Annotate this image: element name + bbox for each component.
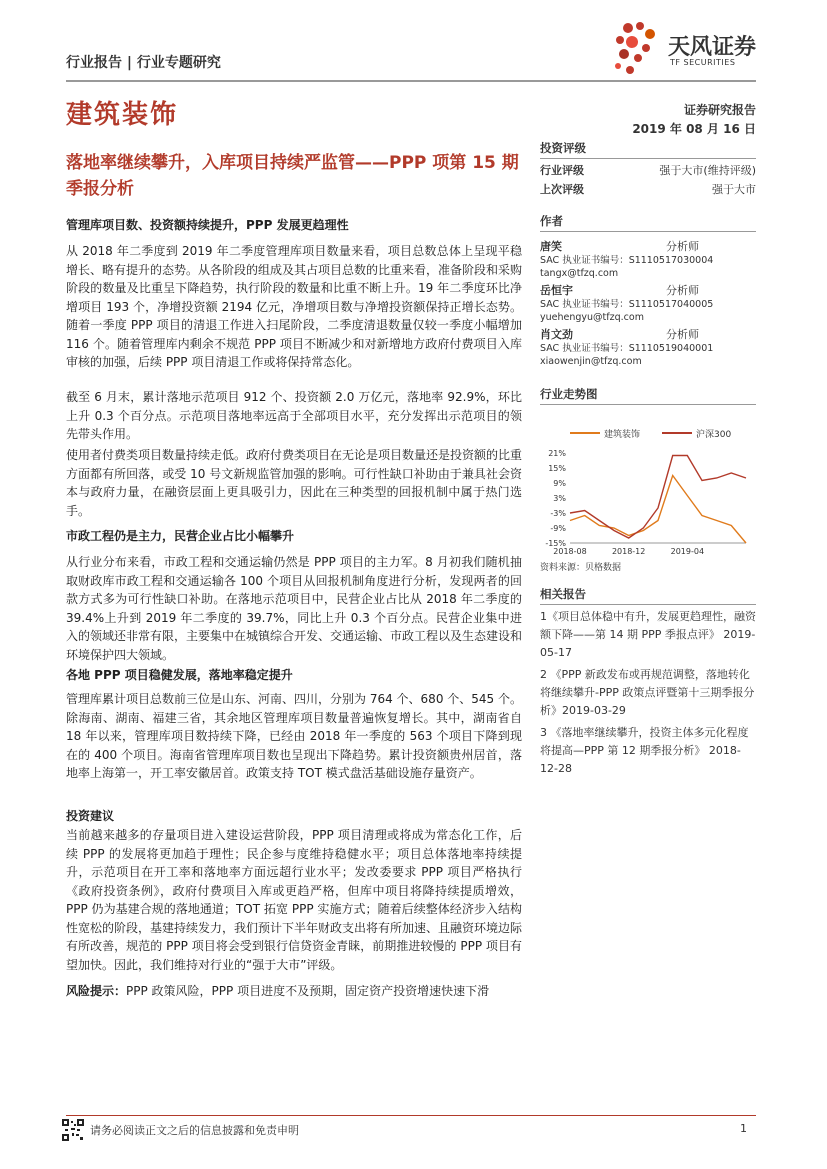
series-line	[570, 456, 746, 539]
footer-divider	[66, 1115, 756, 1116]
industry-rating-value: 强于大市(维持评级)	[659, 164, 756, 177]
section-heading: 市政工程仍是主力，民营企业占比小幅攀升	[66, 529, 295, 543]
risk-warning	[66, 982, 522, 1001]
x-tick-label: 2018-08	[553, 547, 587, 555]
paragraph: 使用者付费类项目数量持续走低。政府付费类项目在无论是项目数量还是投资额的比重方面都有所回落，或受 10 号文新规监管加强的影响。可行性缺口补助由于兼具社会资本与政府力量，在融资层面上更具吸引力，因此在三种类型的回报机制中属于热门选手。	[66, 448, 523, 518]
report-title: 落地率继续攀升，入库项目持续严监管——PPP 项第 15 期季报分析	[66, 153, 519, 199]
y-tick-label: -9%	[550, 524, 566, 533]
author-cert: SAC 执业证书编号：S1110517040005	[540, 299, 714, 310]
paragraph: 当前越来越多的存量项目进入建设运营阶段，PPP 项目清理或将成为常态化工作，后续 PPP 的发展将更加趋于理性；民企参与度维持稳健水平；项目总体落地率持续提升，示范项目在开工率和落地率方面远超行业水平；发改委要求 PPP 项目严格执行《政府投资条例》，政府付费项目入库或更趋严格，但库中项目将降持续提质增效，PPP 仍为基建合规的落地通道；TOT 拓宽 PPP 实施方式；随着后续整体经济步入结构性宽松的阶段，基建持续发力，我们预计下半年财政支出将有所加速、且融资环境边际有所改善，规范的 PPP 项目将会受到银行信贷资金青睐，前期推进较慢的 PPP 项目有望加快。因此，我们维持对行业的“强于大市”评级。	[66, 828, 523, 972]
author-email[interactable]: yuehengyu@tfzq.com	[540, 312, 644, 323]
paragraph: 管理库累计项目总数前三位是山东、河南、四川，分别为 764 个、680 个、545 个。除海南、湖南、福建三省，其余地区管理库项目数量普遍恢复增长。其中，湖南省自 18 年以来，管理库项目数持续下降，已经由 2018 年一季度的 563 个项目下降到现在的 400 个项目。海南省管理库项目数也呈现出下降趋势。累计投资额贵州居首，落地率上海第一，开工率安徽居首。政策支持 TOT 模式盘活基础设施存量资产。	[66, 692, 522, 780]
related-report-item[interactable]: 2 《PPP 新政发布或再规范调整，落地转化将继续攀升-PPP 政策点评暨第十三期季报分析》2019-03-29	[540, 668, 755, 717]
paragraph: 从行业分布来看，市政工程和交通运输仍然是 PPP 项目的主力军。8 月初我们随机抽取财政库市政工程和交通运输各 100 个项目从回报机制角度进行分析，发现两者的回款方式多为可行性缺口补助。在落地示范项目中，民营企业占比从 2018 年二季度的 39.4%上升到 2019 年二季度的 39.7%，同比上升 0.3 个百分点。民营企业集中进入的领域还非常有限，主要集中在城镇综合开发、交通运输、市政工程以及生态建设和环境保护四大领域。	[66, 555, 523, 662]
header-divider	[66, 80, 756, 82]
legend-label: 建筑装饰	[604, 430, 641, 440]
author-entry	[540, 238, 756, 280]
paragraph: 截至 6 月末，累计落地示范项目 912 个、投资额 2.0 万亿元，落地率 92.9%，环比上升 0.3 个百分点。示范项目落地率远高于全部项目水平，充分发挥出示范项目的领先带头作用。	[66, 390, 522, 441]
paragraph: 从 2018 年二季度到 2019 年二季度管理库项目数量来看，项目总数总体上呈现平稳增长、略有提升的态势。从各阶段的组成及其占项目总数的比重来看，准备阶段和采购阶段的数量及比重呈下降趋势，执行阶段的数量和比重不断上升。19 年二季度环比净增项目 193 个，净增投资额 2194 亿元，净增项目数与净增投资额保持正增长态势。随着一季度 PPP 项目的清退工作进入扫尾阶段，二季度清退数量仅较一季度小幅增加 116 个。随着管理库内剩余不规范 PPP 项目不断减少和对新增地方政府付费项目入库审核的加强，后续 PPP 项目清退工作或将保持常态化。	[66, 244, 523, 369]
author-email[interactable]: tangx@tfzq.com	[540, 268, 619, 279]
author-name: 唐笑	[540, 240, 562, 253]
risk-text: PPP 政策风险，PPP 项目进度不及预期，固定资产投资增速快速下滑	[126, 984, 490, 998]
y-tick-label: 3%	[553, 494, 566, 503]
section-heading: 管理库项目数、投资额持续提升，PPP 发展更趋理性	[66, 218, 349, 232]
rating-block	[540, 140, 756, 199]
related-report-item[interactable]: 1《项目总体稳中有升，发展更趋理性，融资额下降——第 14 期 PPP 季报点评》 2019-05-17	[540, 610, 756, 659]
related-block	[540, 586, 756, 778]
legend-label: 沪深300	[696, 430, 732, 440]
y-tick-label: 15%	[548, 464, 566, 473]
report-category: 行业报告 | 行业专题研究	[66, 55, 221, 71]
x-tick-label: 2019-04	[670, 547, 705, 555]
qr-code-icon	[62, 1119, 84, 1141]
x-tick-label: 2018-12	[611, 547, 646, 555]
industry-name: 建筑装饰	[66, 100, 179, 130]
author-cert: SAC 执业证书编号：S1110519040001	[540, 343, 714, 354]
rating-heading: 投资评级	[540, 140, 756, 159]
chart-source: 资料来源：贝格数据	[540, 563, 622, 573]
trend-block	[540, 386, 756, 573]
y-tick-label: -3%	[550, 509, 566, 518]
company-logo	[610, 20, 770, 76]
page-number: 1	[740, 1122, 747, 1135]
prev-rating-value: 强于大市	[712, 183, 756, 196]
y-tick-label: 21%	[548, 449, 566, 458]
trend-heading: 行业走势图	[540, 386, 756, 405]
author-role: 分析师	[666, 284, 699, 297]
related-heading: 相关报告	[540, 586, 756, 605]
author-cert: SAC 执业证书编号：S1110517030004	[540, 255, 714, 266]
logo-mark-icon	[610, 20, 666, 76]
logo-chinese-name: 天风证券	[668, 35, 757, 60]
risk-label: 风险提示：	[66, 984, 127, 998]
report-type: 证券研究报告	[683, 103, 756, 117]
y-tick-label: 9%	[553, 479, 566, 488]
author-email[interactable]: xiaowenjin@tfzq.com	[540, 356, 642, 367]
report-date: 2019 年 08 月 16 日	[632, 122, 756, 136]
section-heading: 各地 PPP 项目稳健发展，落地率稳定提升	[66, 668, 293, 682]
industry-rating-label: 行业评级	[540, 164, 584, 177]
author-role: 分析师	[666, 328, 699, 341]
logo-english-name: TF SECURITIES	[670, 58, 736, 67]
author-entry	[540, 326, 756, 368]
footer-notice: 请务必阅读正文之后的信息披露和免责申明	[90, 1124, 299, 1137]
author-entry	[540, 282, 756, 324]
author-name: 肖文劲	[540, 328, 573, 341]
trend-chart	[540, 405, 756, 555]
authors-heading: 作者	[540, 213, 756, 232]
y-tick-label: -15%	[545, 539, 566, 548]
section-heading: 投资建议	[66, 809, 115, 823]
author-role: 分析师	[666, 240, 699, 253]
related-report-item[interactable]: 3 《落地率继续攀升，投资主体多元化程度将提高—PPP 第 12 期季报分析》 2018-12-28	[540, 726, 749, 775]
author-name: 岳恒宇	[540, 284, 573, 297]
prev-rating-label: 上次评级	[540, 183, 584, 196]
authors-block	[540, 213, 756, 368]
series-line	[570, 476, 746, 544]
